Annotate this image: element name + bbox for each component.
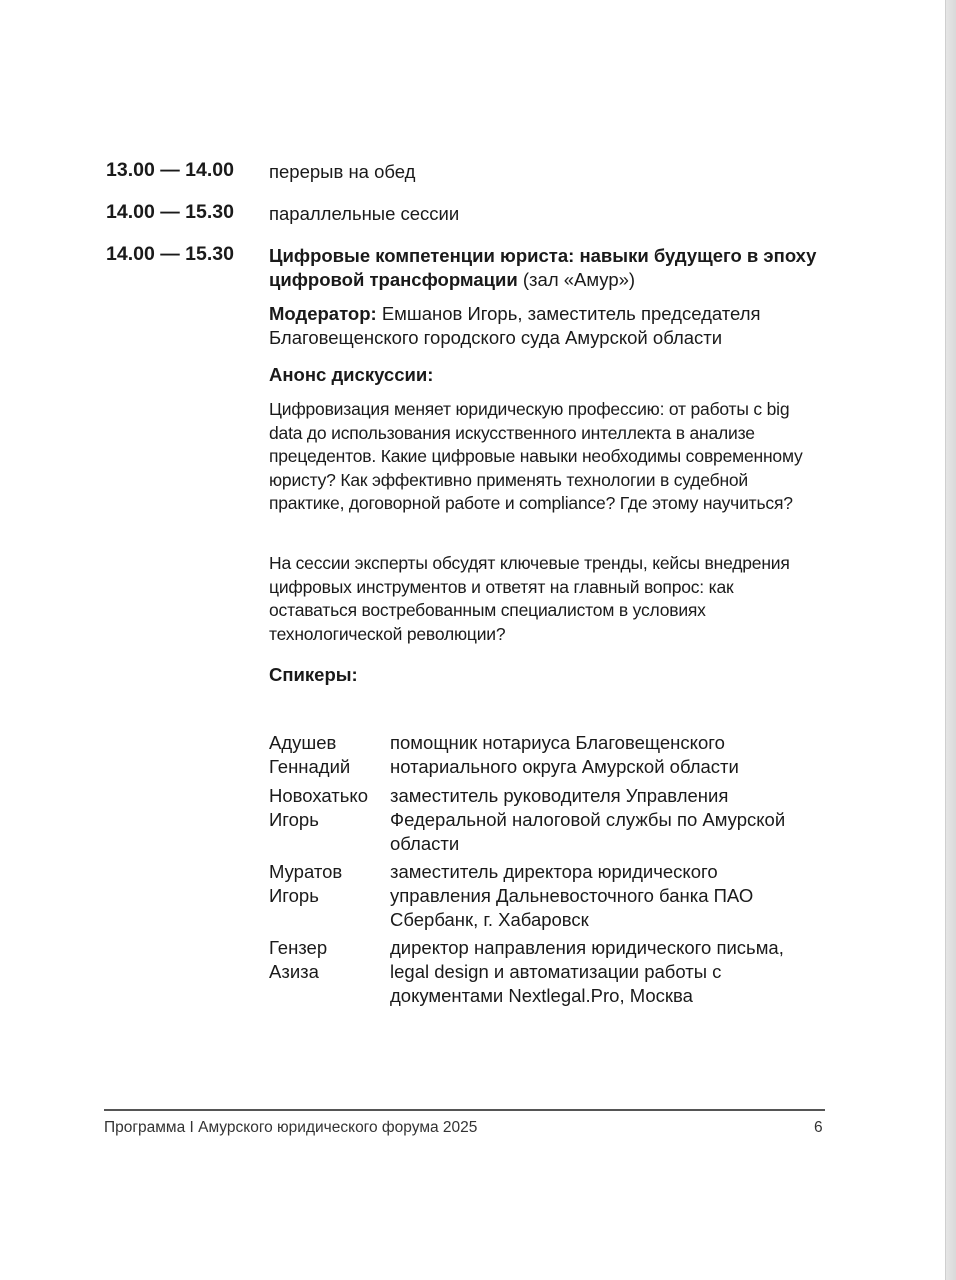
speaker-name: Гензер Азиза [269, 937, 328, 982]
speaker-role: заместитель директора юридического управления Дальневосточного банка ПАО Сбербанк, г. Хабаровск [390, 861, 754, 930]
speakers-heading: Спикеры: [269, 664, 358, 685]
speaker-name: Адушев Геннадий [269, 732, 351, 777]
announce-paragraph-1: Цифровизация меняет юридическую профессию: от работы с big data до использования искусственного интеллекта в анализе прецедентов. Какие цифровые навыки необходимы современному юристу? Как эффективно применять технологии в судебной практике, договорной работе и compliance? Где этому научиться? [269, 399, 803, 513]
schedule-text-2: параллельные сессии [269, 203, 460, 224]
schedule-time-2: 14.00 — 15.30 [106, 201, 234, 223]
session-room: (зал «Амур») [522, 269, 636, 290]
schedule-time-1: 13.00 — 14.00 [106, 159, 234, 181]
footer-title: Программа I Амурского юридического форума 2025 [104, 1119, 478, 1136]
session-title-bold: Цифровые компетенции юриста: навыки будущего в эпоху цифровой трансформации [269, 245, 817, 290]
speaker-name: Новохатько Игорь [269, 785, 368, 830]
page-number: 6 [814, 1119, 823, 1136]
session-title [269, 244, 829, 292]
page-edge [945, 0, 956, 1280]
moderator [269, 302, 809, 350]
schedule-text-1: перерыв на обед [269, 161, 416, 182]
speaker-role: директор направления юридического письма, legal design и автоматизации работы с документами Nextlegal.Pro, Москва [390, 937, 784, 1006]
announce-paragraph-2: На сессии эксперты обсудят ключевые тренды, кейсы внедрения цифровых инструментов и ответят на главный вопрос: как оставаться востребованным специалистом в условиях технологической революции? [269, 553, 790, 644]
footer-divider [104, 1109, 825, 1111]
speaker-name: Муратов Игорь [269, 861, 343, 906]
announce-heading: Анонс дискуссии: [269, 364, 434, 385]
moderator-text: Емшанов Игорь, заместитель председателя Благовещенского городского суда Амурской области [269, 303, 761, 348]
speaker-role: помощник нотариуса Благовещенского нотариального округа Амурской области [390, 732, 739, 777]
schedule-time-3: 14.00 — 15.30 [106, 243, 234, 265]
moderator-label: Модератор: [269, 303, 377, 324]
speaker-role: заместитель руководителя Управления Федеральной налоговой службы по Амурской области [390, 785, 786, 854]
